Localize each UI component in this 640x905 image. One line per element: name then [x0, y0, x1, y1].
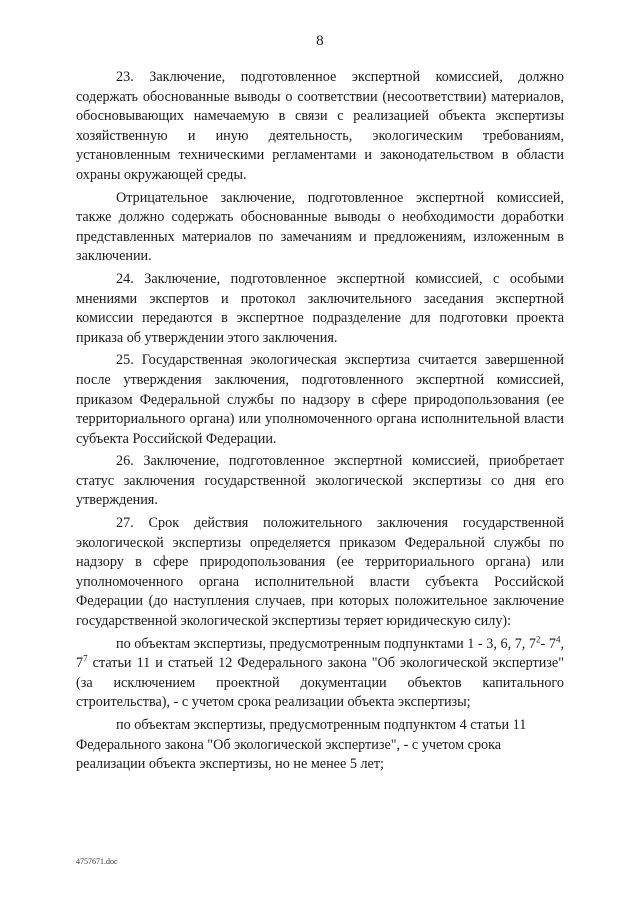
item-text-part2: - 7: [540, 635, 556, 652]
paragraph-negative-conclusion: Отрицательное заключение, подготовленное экспертной комиссией, также должно содержать обоснованные выводы о необходимости доработки представленных материалов по замечаниям и предложениям, изложенным в заключении.: [76, 189, 564, 265]
list-item-subparagraph-4: по объектам экспертизы, предусмотренным подпунктом 4 статьи 11 Федерального закона "Об экологической экспертизе", - с учетом срока реализации объекта экспертизы, но не менее 5 лет;: [76, 717, 527, 773]
superscript-4: 4: [555, 633, 561, 644]
document-body: [76, 68, 564, 778]
list-item-subparagraphs: [76, 635, 564, 713]
paragraph-24: 24. Заключение, подготовленное экспертной комиссией, с особыми мнениями экспертов и протокол заключительного заседания экспертной комиссии передаются в экспертное подразделение для подготовки проекта приказа об утверждении этого заключения.: [76, 270, 564, 346]
page-number: 8: [316, 33, 324, 49]
item-text-part4: статьи 11 и статьей 12 Федерального закона "Об экологической экспертизе" (за исключением проектной документации объектов капитального строительства), - с учетом срока реализации объекта экспертизы;: [76, 655, 564, 711]
file-name-footer: 4757671.doc: [76, 857, 118, 866]
superscript-7: 7: [83, 653, 88, 664]
item-text-part1: по объектам экспертизы, предусмотренным подпунктами 1 - 3, 6, 7, 7: [116, 635, 537, 652]
paragraph-27: 27. Срок действия положительного заключения государственной экологической экспертизы определяется приказом Федеральной службы по надзору в сфере природопользования (ее территориального органа) или уполномоченного органа исполнительной власти субъекта Российской Федерации (до наступления случаев, при которых положительное заключение государственной экологической экспертизы теряет юридическую силу):: [76, 515, 564, 630]
superscript-2: 2: [536, 633, 541, 644]
paragraph-26: 26. Заключение, подготовленное экспертной комиссией, приобретает статус заключения государственной экологической экспертизы со дня его утверждения.: [76, 453, 564, 509]
paragraph-25: 25. Государственная экологическая экспертиза считается завершенной после утверждения заключения, подготовленного экспертной комиссией, приказом Федеральной службы по надзору в сфере природопользования (ее территориального органа) или уполномоченного органа исполнительной власти субъекта Российской Федерации.: [76, 352, 564, 447]
item-text-part3: , 7: [76, 635, 564, 672]
paragraph-23: 23. Заключение, подготовленное экспертной комиссией, должно содержать обоснованные выводы о соответствии (несоответствии) материалов, обосновывающих намечаемую в связи с реализацией объекта экспертизы хозяйственную и иную деятельность, экологическим требованиям, установленным техническими регламентами и законодательством в области охраны окружающей среды.: [76, 69, 564, 183]
